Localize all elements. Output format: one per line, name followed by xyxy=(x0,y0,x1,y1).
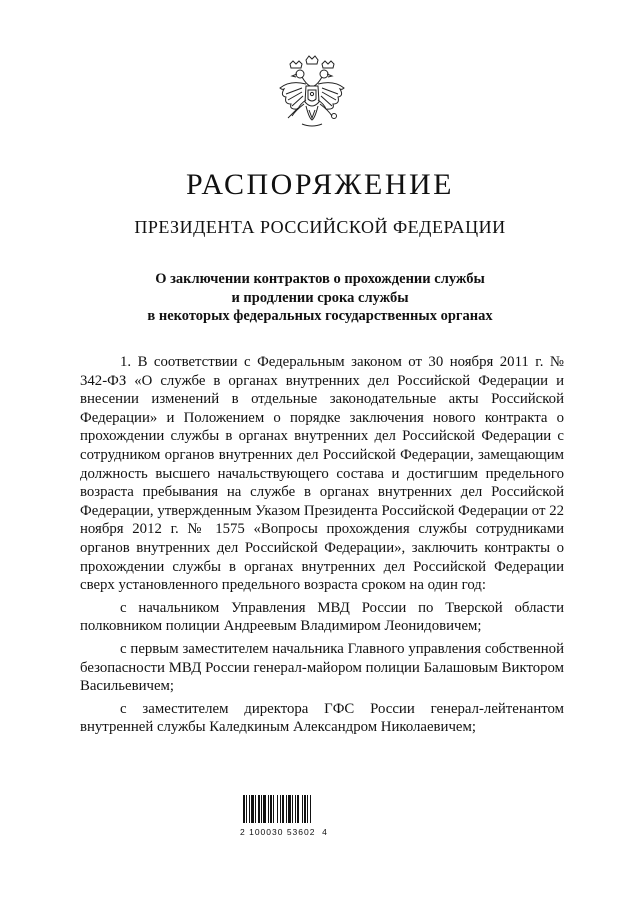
paragraph-item: с первым заместителем начальника Главного управления собственной безопасности МВД России генерал-майором полиции Балашовым Виктором Васильевичем; xyxy=(80,640,564,695)
paragraph-main: 1. В соответствии с Федеральным законом от 30 ноября 2011 г. № 342-ФЗ «О службе в органах внутренних дел Российской Федерации и внесении изменений в отдельные законодательные акты Российской Федерации» и Положением о порядке заключения нового контракта о прохождении службы в органах внутренних дел Российской Федерации с сотрудником органов внутренних дел Российской Федерации, замещающим должность высшего начальствующего состава и достигшим предельного возраста пребывания на службе в органах внутренних дел Российской Федерации, утвержденным Указом Президента Российской Федерации от 22 ноября 2012 г. № 1575 «Вопросы прохождения службы сотрудниками органов внутренних дел Российской Федерации», заключить контракты о прохождении службы в органах внутренних дел Российской Федерации сверх установленного предельного возраста сроком на один год: xyxy=(80,354,564,594)
barcode-number: 2 100030 53602 4 xyxy=(240,827,328,837)
barcode-bars xyxy=(243,795,339,823)
paragraph-item: с заместителем директора ГФС России генерал-лейтенантом внутренней службы Каледкиным Александром Николаевичем; xyxy=(80,700,564,736)
document-subtitle: ПРЕЗИДЕНТА РОССИЙСКОЙ ФЕДЕРАЦИИ xyxy=(134,217,506,237)
document-heading xyxy=(80,270,560,326)
paragraph-item: с начальником Управления МВД России по Тверской области полковником полиции Андреевым Владимиром Леонидовичем; xyxy=(80,599,564,635)
heading-line: и продлении срока службы xyxy=(231,289,409,306)
document-body xyxy=(80,353,564,737)
coat-of-arms-icon xyxy=(276,54,348,138)
heading-line: в некоторых федеральных государственных органах xyxy=(147,308,493,324)
document-title: РАСПОРЯЖЕНИЕ xyxy=(185,168,455,201)
barcode xyxy=(243,795,339,823)
heading-line: О заключении контрактов о прохождении службы xyxy=(155,271,485,287)
